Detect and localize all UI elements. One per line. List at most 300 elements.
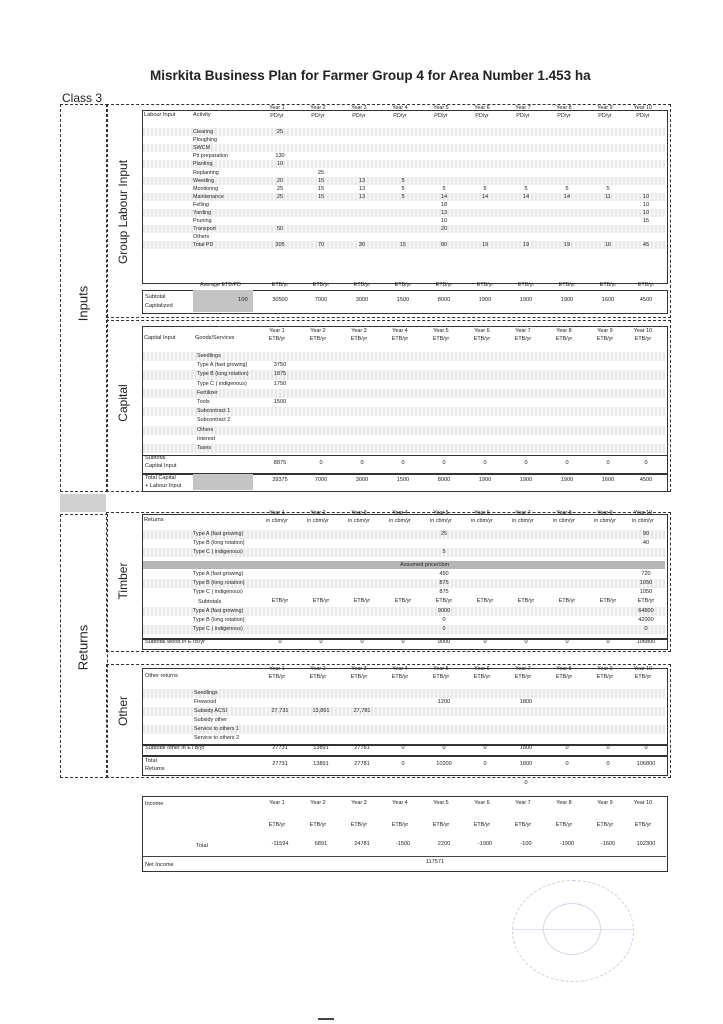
- capital-label: Capital: [116, 384, 130, 422]
- total-value: 1900: [560, 297, 574, 303]
- table-row: [143, 217, 665, 225]
- total-value: 1800: [519, 745, 533, 751]
- capital-gray-cell: [193, 474, 253, 490]
- subtotal-label: Subtotal: [145, 294, 166, 300]
- avg-label: Average ETB/PD: [200, 282, 241, 288]
- total-value: -100: [520, 841, 532, 847]
- row-label: Clearing: [193, 129, 214, 135]
- timber-label: Timber: [116, 562, 130, 600]
- income-year: Year 2: [310, 800, 326, 806]
- total-value: 3000: [355, 297, 369, 303]
- unit-header: in cbm/yr: [632, 518, 654, 524]
- page-title: Misrkita Business Plan for Farmer Group 4 for Area Number 1.453 ha: [150, 68, 591, 83]
- etb-unit: ETB/yr: [312, 598, 330, 604]
- row-value: 875: [439, 589, 449, 595]
- year-header: Year 9: [597, 105, 613, 111]
- row-value: 15: [317, 193, 325, 200]
- row-label: Firewood: [194, 699, 217, 705]
- total-value: 10200: [436, 761, 452, 767]
- row-label: Subcontract 1: [197, 408, 231, 415]
- other-subtotal-label: Subtotal other in ETB/yr: [145, 745, 205, 751]
- year-header: Year 9: [597, 328, 613, 334]
- total-value: 0: [360, 639, 364, 645]
- total-value: 102300: [636, 841, 656, 847]
- total-value: 0: [606, 639, 610, 645]
- income-unit: ETB/yr: [391, 822, 409, 828]
- unit-header: PD/yr: [475, 113, 489, 119]
- year-header: Year 2: [310, 328, 326, 334]
- year-header: Year 8: [556, 328, 572, 334]
- row-value: 450: [439, 571, 449, 577]
- row-label: Pruning: [193, 218, 212, 225]
- inputs-section-label: Inputs: [75, 285, 91, 322]
- official-stamp: [512, 880, 634, 982]
- row-label: Type C ( indigenous): [197, 380, 247, 387]
- etb-unit: ETB/yr: [517, 598, 535, 604]
- total-value: 13891: [313, 745, 329, 751]
- unit-header: ETB/yr: [555, 674, 573, 680]
- other-label: Other: [116, 696, 130, 727]
- etb-unit: ETB/yr: [599, 282, 617, 288]
- etb-unit: ETB/yr: [271, 282, 289, 288]
- row-value: 1500: [273, 399, 287, 405]
- income-year: Year 3: [351, 800, 367, 806]
- year-header: Year 10: [633, 666, 653, 672]
- row-value: 720: [641, 571, 651, 577]
- row-value: 10: [276, 161, 284, 168]
- year-header: Year 7: [515, 328, 531, 334]
- row-label: Tools: [197, 399, 210, 405]
- row-value: 13: [440, 210, 448, 216]
- etb-unit: ETB/yr: [353, 282, 371, 288]
- etb-unit: ETB/yr: [599, 598, 617, 604]
- row-value: 0: [442, 626, 446, 632]
- unit-header: PD/yr: [393, 113, 407, 119]
- year-header: Year 2: [310, 510, 326, 516]
- income-year: Year 5: [433, 800, 449, 806]
- row-value: 27,731: [271, 708, 289, 714]
- unit-header: in cbm/yr: [307, 518, 329, 524]
- row-value: 10: [642, 193, 650, 200]
- unit-header: in cbm/yr: [266, 518, 288, 524]
- row-label: Type C ( indigenous): [193, 626, 243, 632]
- total-value: 30500: [272, 297, 288, 303]
- year-header: Year 10: [633, 105, 653, 111]
- row-value: 42000: [638, 617, 654, 623]
- row-value: 70: [317, 242, 325, 249]
- row-value: 30: [358, 242, 366, 249]
- table-header-left: Labour Input: [144, 112, 176, 118]
- total-value: 0: [360, 460, 364, 466]
- row-label: Transport: [193, 226, 216, 233]
- unit-header: PD/yr: [636, 113, 650, 119]
- row-value: 305: [275, 242, 285, 249]
- unit-header: ETB/yr: [309, 336, 327, 342]
- year-header: Year 6: [474, 328, 490, 334]
- row-value: 13: [358, 177, 366, 184]
- year-header: Year 8: [556, 510, 572, 516]
- subtotals-label: Subtotals: [198, 599, 222, 605]
- etb-unit: ETB/yr: [517, 282, 535, 288]
- row-label: Service to others 1: [194, 726, 239, 732]
- row-value: 25: [440, 531, 448, 537]
- table-row: [143, 144, 665, 152]
- row-label: Yarding: [193, 210, 212, 216]
- row-value: 5: [401, 177, 405, 184]
- other-total-label: Total: [145, 758, 157, 764]
- year-header: Year 2: [310, 666, 326, 672]
- unit-header: PD/yr: [311, 113, 325, 119]
- year-header: Year 9: [597, 510, 613, 516]
- unit-header: ETB/yr: [391, 336, 409, 342]
- row-label: Type A (fast growing): [193, 608, 244, 614]
- income-year: Year 6: [474, 800, 490, 806]
- row-value: 13: [358, 193, 366, 200]
- income-unit: ETB/yr: [596, 822, 614, 828]
- row-value: 5: [483, 185, 487, 192]
- etb-unit: ETB/yr: [435, 282, 453, 288]
- capitalized-label: Capitalized: [145, 303, 173, 309]
- income-table: [142, 796, 668, 872]
- total-value: 0: [565, 745, 569, 751]
- year-header: Year 5: [433, 105, 449, 111]
- total-value: 0: [319, 639, 323, 645]
- row-label: Type C ( indigenous): [193, 589, 243, 595]
- year-header: Year 1: [269, 666, 285, 672]
- unit-header: in cbm/yr: [471, 518, 493, 524]
- row-label: Weeding: [193, 177, 215, 184]
- total-value: 0: [483, 460, 487, 466]
- row-label: Monitoring: [193, 185, 219, 192]
- year-header: Year 6: [474, 666, 490, 672]
- total-value: 0: [565, 761, 569, 767]
- row-value: 18: [440, 201, 448, 208]
- row-value: 15: [317, 185, 325, 192]
- total-value: 1900: [478, 297, 492, 303]
- row-value: 19: [481, 242, 489, 249]
- year-header: Year 5: [433, 510, 449, 516]
- unit-header: PD/yr: [557, 113, 571, 119]
- income-unit: ETB/yr: [514, 822, 532, 828]
- unit-header: PD/yr: [270, 113, 284, 119]
- row-label: Others: [197, 426, 214, 433]
- year-header: Year 10: [633, 510, 653, 516]
- income-year: Year 4: [392, 800, 408, 806]
- income-unit: ETB/yr: [473, 822, 491, 828]
- etb-unit: ETB/yr: [394, 598, 412, 604]
- unit-header: ETB/yr: [634, 674, 652, 680]
- row-value: 0: [442, 617, 446, 623]
- total-value: 0: [565, 639, 569, 645]
- total-value: 7000: [314, 477, 328, 483]
- row-value: 1750: [273, 380, 287, 387]
- unit-header: PD/yr: [598, 113, 612, 119]
- income-year: Year 1: [269, 800, 285, 806]
- total-value: 0: [644, 460, 648, 466]
- group-labour-label: Group Labour Input: [116, 159, 130, 265]
- row-value: 19: [563, 242, 571, 249]
- total-value: 0: [401, 745, 405, 751]
- row-label: Felling: [193, 201, 209, 208]
- row-value: 13: [358, 185, 366, 192]
- row-label: Subcontract 2: [197, 417, 231, 424]
- row-value: 5: [442, 185, 446, 192]
- row-label: Type A (fast growing): [193, 531, 244, 537]
- year-header: Year 4: [392, 666, 408, 672]
- etb-unit: ETB/yr: [637, 282, 655, 288]
- other-extra: 0: [524, 780, 528, 786]
- cap-subtotal-label2: Capital Input: [145, 463, 177, 469]
- table-row: [143, 136, 665, 144]
- row-value: 1800: [519, 699, 533, 705]
- row-value: 20: [440, 226, 448, 233]
- total-value: -1900: [559, 841, 575, 847]
- row-value: 80: [440, 242, 448, 249]
- etb-unit: ETB/yr: [558, 282, 576, 288]
- etb-unit: ETB/yr: [476, 282, 494, 288]
- total-value: 24781: [354, 841, 370, 847]
- total-value: 39375: [272, 477, 288, 483]
- row-label: Type B (long rotation): [193, 617, 245, 623]
- income-label: Income: [145, 801, 164, 807]
- table-row: [143, 398, 665, 407]
- etb-unit: ETB/yr: [476, 598, 494, 604]
- row-value: 90: [642, 531, 650, 537]
- year-header: Year 7: [515, 666, 531, 672]
- total-value: -1900: [477, 841, 493, 847]
- row-value: 14: [522, 193, 530, 200]
- total-value: 3000: [355, 477, 369, 483]
- year-header: Year 1: [269, 510, 285, 516]
- unit-header: ETB/yr: [309, 674, 327, 680]
- year-header: Year 4: [392, 328, 408, 334]
- row-value: 1050: [639, 580, 653, 586]
- table-row: [143, 389, 665, 398]
- row-label: Taxes: [197, 445, 212, 451]
- page-mark: [318, 1018, 334, 1020]
- total-value: 0: [524, 639, 528, 645]
- row-label: Subsidy ACSI: [194, 708, 227, 714]
- row-label: Others: [193, 234, 210, 241]
- year-header: Year 3: [351, 510, 367, 516]
- row-value: 16: [604, 242, 612, 249]
- table-row: [143, 169, 665, 177]
- total-value: 0: [483, 761, 487, 767]
- year-header: Year 10: [633, 328, 653, 334]
- row-value: 15: [317, 177, 325, 184]
- total-value: 0: [606, 460, 610, 466]
- table-row: [143, 225, 665, 233]
- income-year: Year 7: [515, 800, 531, 806]
- row-value: 5: [565, 185, 569, 192]
- row-label: Type A (fast growing): [193, 571, 244, 577]
- total-value: 106800: [636, 761, 656, 767]
- row-value: 5: [606, 185, 610, 192]
- unit-header: ETB/yr: [596, 336, 614, 342]
- etb-unit: ETB/yr: [558, 598, 576, 604]
- row-label: Seedlings: [194, 690, 218, 696]
- row-value: 1050: [639, 589, 653, 595]
- total-value: -1500: [395, 841, 411, 847]
- total-value: 0: [565, 460, 569, 466]
- net-income-value: 117571: [425, 859, 445, 865]
- row-value: 14: [440, 193, 448, 200]
- year-header: Year 5: [433, 666, 449, 672]
- total-value: 4500: [639, 477, 653, 483]
- table-row: [143, 201, 665, 209]
- row-value: 40: [642, 540, 650, 546]
- total-value: 0: [278, 639, 282, 645]
- table-header-left: Capital Input: [144, 335, 176, 341]
- unit-header: ETB/yr: [634, 336, 652, 342]
- row-value: 5: [524, 185, 528, 192]
- row-label: Type B (long rotation): [193, 540, 245, 546]
- total-value: 8000: [437, 477, 451, 483]
- row-label: Fertilizer: [197, 389, 218, 396]
- table-header-activity: Goods/Services: [195, 335, 235, 341]
- row-label: Replanting: [193, 169, 219, 176]
- unit-header: PD/yr: [516, 113, 530, 119]
- total-value: 1500: [396, 297, 410, 303]
- total-value: 27731: [272, 761, 288, 767]
- total-value: 0: [606, 745, 610, 751]
- row-value: 64800: [638, 608, 654, 614]
- row-label: SWCM: [193, 145, 211, 152]
- unit-header: in cbm/yr: [553, 518, 575, 524]
- total-value: 27781: [354, 761, 370, 767]
- total-value: 0: [606, 761, 610, 767]
- total-value: -11594: [271, 841, 289, 847]
- unit-header: ETB/yr: [350, 336, 368, 342]
- unit-header: ETB/yr: [432, 674, 450, 680]
- year-header: Year 9: [597, 666, 613, 672]
- total-value: 0: [483, 745, 487, 751]
- row-label: Maintenance: [193, 193, 224, 200]
- unit-header: ETB/yr: [268, 336, 286, 342]
- year-header: Year 8: [556, 105, 572, 111]
- total-value: 1500: [396, 477, 410, 483]
- table-row: [143, 435, 665, 444]
- row-label: Subsidy other: [194, 717, 227, 723]
- total-value: 6891: [314, 841, 328, 847]
- total-value: 1600: [601, 297, 615, 303]
- total-value: 0: [319, 460, 323, 466]
- total-value: 1800: [519, 761, 533, 767]
- year-header: Year 5: [433, 328, 449, 334]
- table-row: [143, 128, 665, 136]
- row-label: Type B (long rotation): [193, 580, 245, 586]
- etb-unit: ETB/yr: [353, 598, 371, 604]
- year-header: Year 2: [310, 105, 326, 111]
- row-label: Interest: [197, 435, 215, 442]
- total-value: 2200: [437, 841, 451, 847]
- table-row: [143, 209, 665, 217]
- row-value: 9000: [437, 608, 451, 614]
- table-row: [143, 233, 665, 241]
- year-header: Year 7: [515, 105, 531, 111]
- total-value: 0: [442, 745, 446, 751]
- row-value: 25: [276, 193, 284, 200]
- row-value: 19: [522, 242, 530, 249]
- year-header: Year 7: [515, 510, 531, 516]
- unit-header: in cbm/yr: [348, 518, 370, 524]
- cap-subtotal-label: Subtotal: [145, 455, 166, 461]
- row-value: 5: [442, 549, 446, 555]
- separator-gray: [60, 494, 106, 512]
- income-year: Year 10: [633, 800, 653, 806]
- year-header: Year 3: [351, 328, 367, 334]
- unit-header: ETB/yr: [473, 674, 491, 680]
- total-value: 1900: [560, 477, 574, 483]
- row-value: 875: [439, 580, 449, 586]
- total-value: 1600: [601, 477, 615, 483]
- table-row: [143, 698, 665, 707]
- unit-header: ETB/yr: [514, 336, 532, 342]
- income-unit: ETB/yr: [555, 822, 573, 828]
- total-value: 106800: [636, 639, 656, 645]
- income-divider: [142, 856, 666, 857]
- row-value: 15: [642, 218, 650, 225]
- row-value: 3750: [273, 362, 287, 369]
- year-header: Year 1: [269, 328, 285, 334]
- row-value: 5: [401, 193, 405, 200]
- etb-unit: ETB/yr: [435, 598, 453, 604]
- row-label: Type B (long rotation): [197, 371, 249, 378]
- income-unit: ETB/yr: [350, 822, 368, 828]
- total-value: 0: [524, 460, 528, 466]
- total-value: 13891: [313, 761, 329, 767]
- unit-header: PD/yr: [434, 113, 448, 119]
- year-header: Year 3: [351, 105, 367, 111]
- unit-header: in cbm/yr: [594, 518, 616, 524]
- etb-unit: ETB/yr: [637, 598, 655, 604]
- total-value: 0: [401, 639, 405, 645]
- class-label: Class 3: [62, 91, 103, 105]
- unit-header: ETB/yr: [514, 674, 532, 680]
- unit-header: in cbm/yr: [430, 518, 452, 524]
- row-label: Service to others 2: [194, 735, 239, 741]
- unit-header: ETB/yr: [350, 674, 368, 680]
- row-label: Pit preparation: [193, 153, 229, 160]
- row-label: Planting: [193, 161, 213, 168]
- row-value: 130: [275, 153, 285, 160]
- total-value: 1900: [478, 477, 492, 483]
- unit-header: in cbm/yr: [512, 518, 534, 524]
- total-value: 0: [401, 460, 405, 466]
- row-value: 25: [317, 169, 325, 176]
- row-value: 11: [605, 193, 611, 200]
- income-unit: ETB/yr: [634, 822, 652, 828]
- etb-unit: ETB/yr: [394, 282, 412, 288]
- total-value: 0: [483, 639, 487, 645]
- total-value: 27731: [272, 745, 288, 751]
- total-value: 1900: [519, 477, 533, 483]
- year-header: Year 6: [474, 510, 490, 516]
- total-value: -1600: [600, 841, 616, 847]
- net-income-label: Net Income: [145, 862, 174, 868]
- row-value: 1875: [273, 371, 287, 378]
- row-value: 20: [276, 177, 284, 184]
- table-header-left: Returns: [144, 517, 164, 523]
- total-value: 0: [401, 761, 405, 767]
- row-value: 25: [276, 185, 284, 192]
- total-value: 0: [442, 460, 446, 466]
- total-value: 0: [644, 745, 648, 751]
- row-value: 14: [563, 193, 571, 200]
- etb-unit: ETB/yr: [271, 598, 289, 604]
- row-value: 10: [440, 218, 448, 225]
- row-label: Seedlings: [197, 353, 221, 359]
